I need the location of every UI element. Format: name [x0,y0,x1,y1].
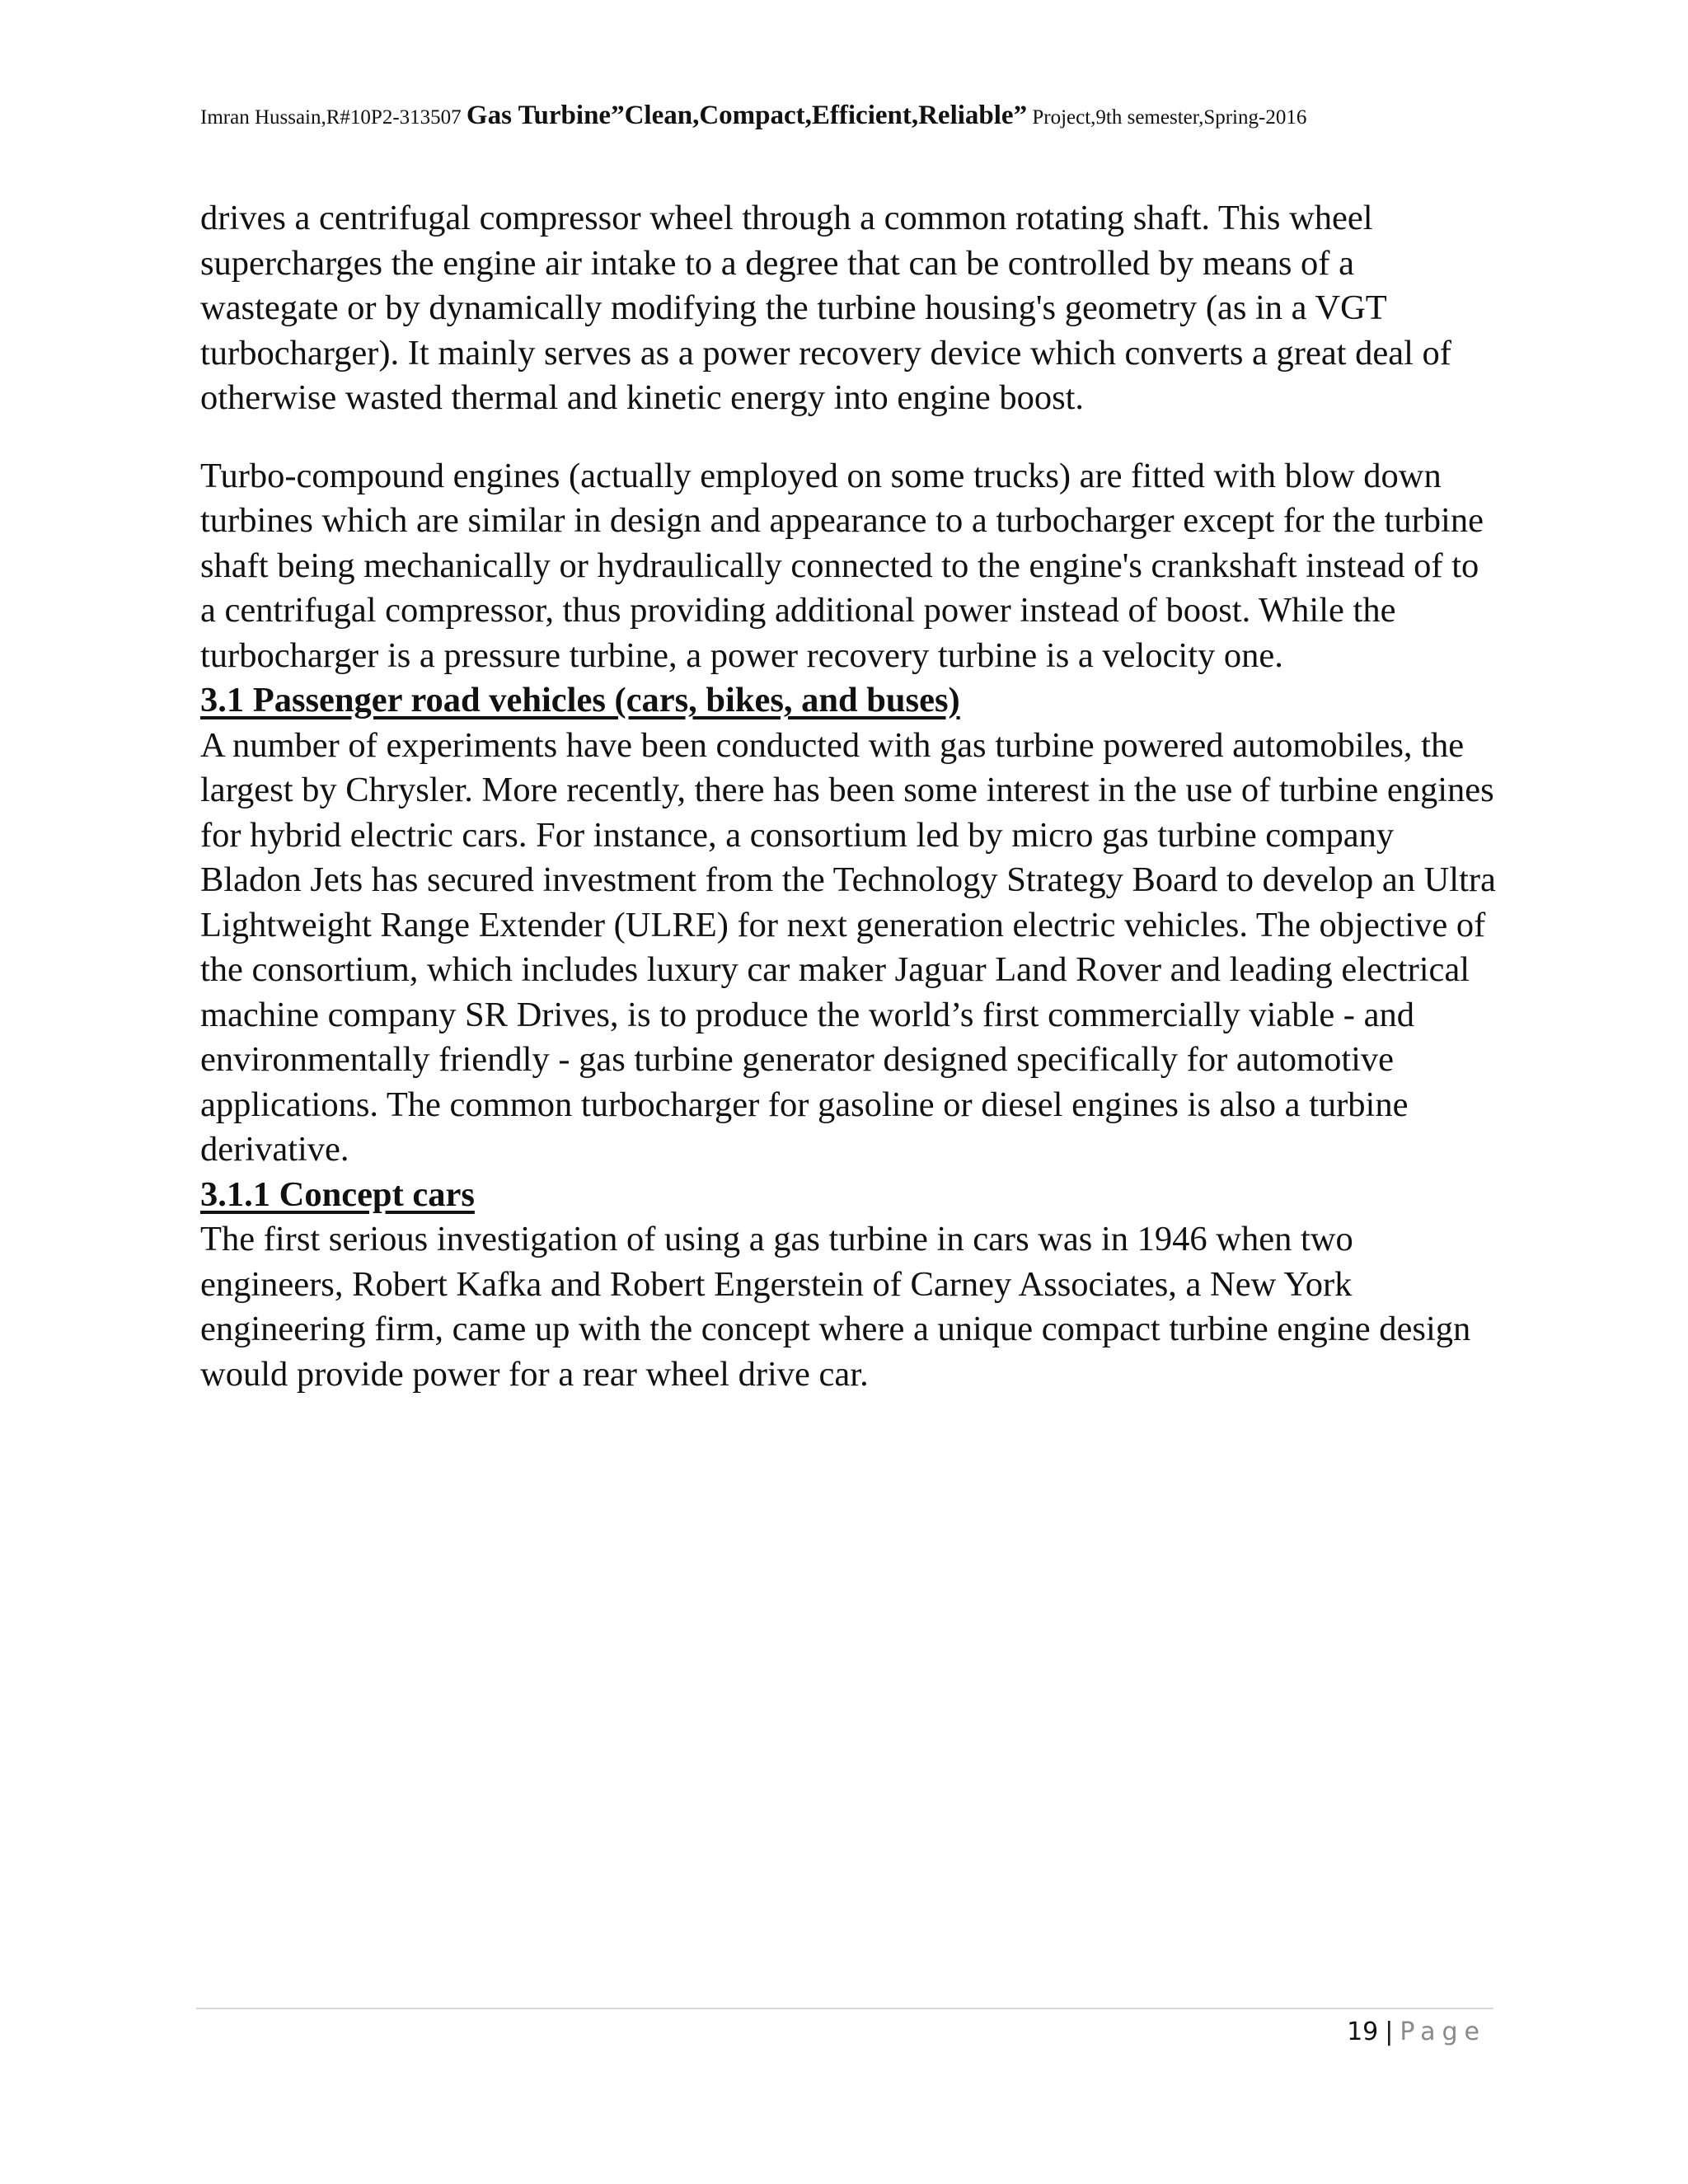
page-body [200,196,1498,1397]
header-title: Gas Turbine”Clean,Compact,Efficient,Reliable” [466,101,1028,130]
body-paragraph: Turbo-compound engines (actually employed on some trucks) are fitted with blow down turbines which are similar in design and appearance to a turbocharger except for the turbine shaft being mechanically or hydraulically connected to the engine's crankshaft instead of to a centrifugal compressor, thus providing additional power instead of boost. While the turbocharger is a pressure turbine, a power recovery turbine is a velocity one. [200,456,1484,675]
body-paragraph: A number of experiments have been conducted with gas turbine powered automobiles, the largest by Chrysler. More recently, there has been some interest in the use of turbine engines for hybrid electric cars. For instance, a consortium led by micro gas turbine company Bladon Jets has secured investment from the Technology Strategy Board to develop an Ultra Lightweight Range Extender (ULRE) for next generation electric vehicles. The objective of the consortium, which includes luxury car maker Jaguar Land Rover and leading electrical machine company SR Drives, is to produce the world’s first commercially viable - and environmentally friendly - gas turbine generator designed specifically for automotive applications. The common turbocharger for gasoline or diesel engines is also a turbine derivative. [200,725,1496,1169]
page-label: Page [1400,2018,1486,2046]
footer-divider [196,2008,1493,2009]
page-number: 19 [1347,2018,1379,2046]
body-paragraph: The first serious investigation of using a gas turbine in cars was in 1946 when two engineers, Robert Kafka and Robert Engerstein of Carney Associates, a New York engineering firm, came up with the concept where a unique compact turbine engine design would provide power for a rear wheel drive car. [200,1220,1471,1394]
subsection-heading: 3.1.1 Concept cars [200,1174,475,1214]
header-project-info: Project,9th semester,Spring-2016 [1032,106,1307,129]
header-author-id: Imran Hussain,R#10P2-313507 [200,106,462,129]
footer-separator: | [1385,2018,1394,2046]
body-paragraph: drives a centrifugal compressor wheel through a common rotating shaft. This wheel supercharges the engine air intake to a degree that can be controlled by means of a wastegate or by dynamically modifying the turbine housing's geometry (as in a VGT turbocharger). It mainly serves as a power recovery device which converts a great deal of otherwise wasted thermal and kinetic energy into engine boost. [200,199,1451,417]
running-header [200,101,1486,131]
page-footer [1347,2018,1486,2046]
section-heading: 3.1 Passenger road vehicles (cars, bikes, and buses) [200,681,960,719]
